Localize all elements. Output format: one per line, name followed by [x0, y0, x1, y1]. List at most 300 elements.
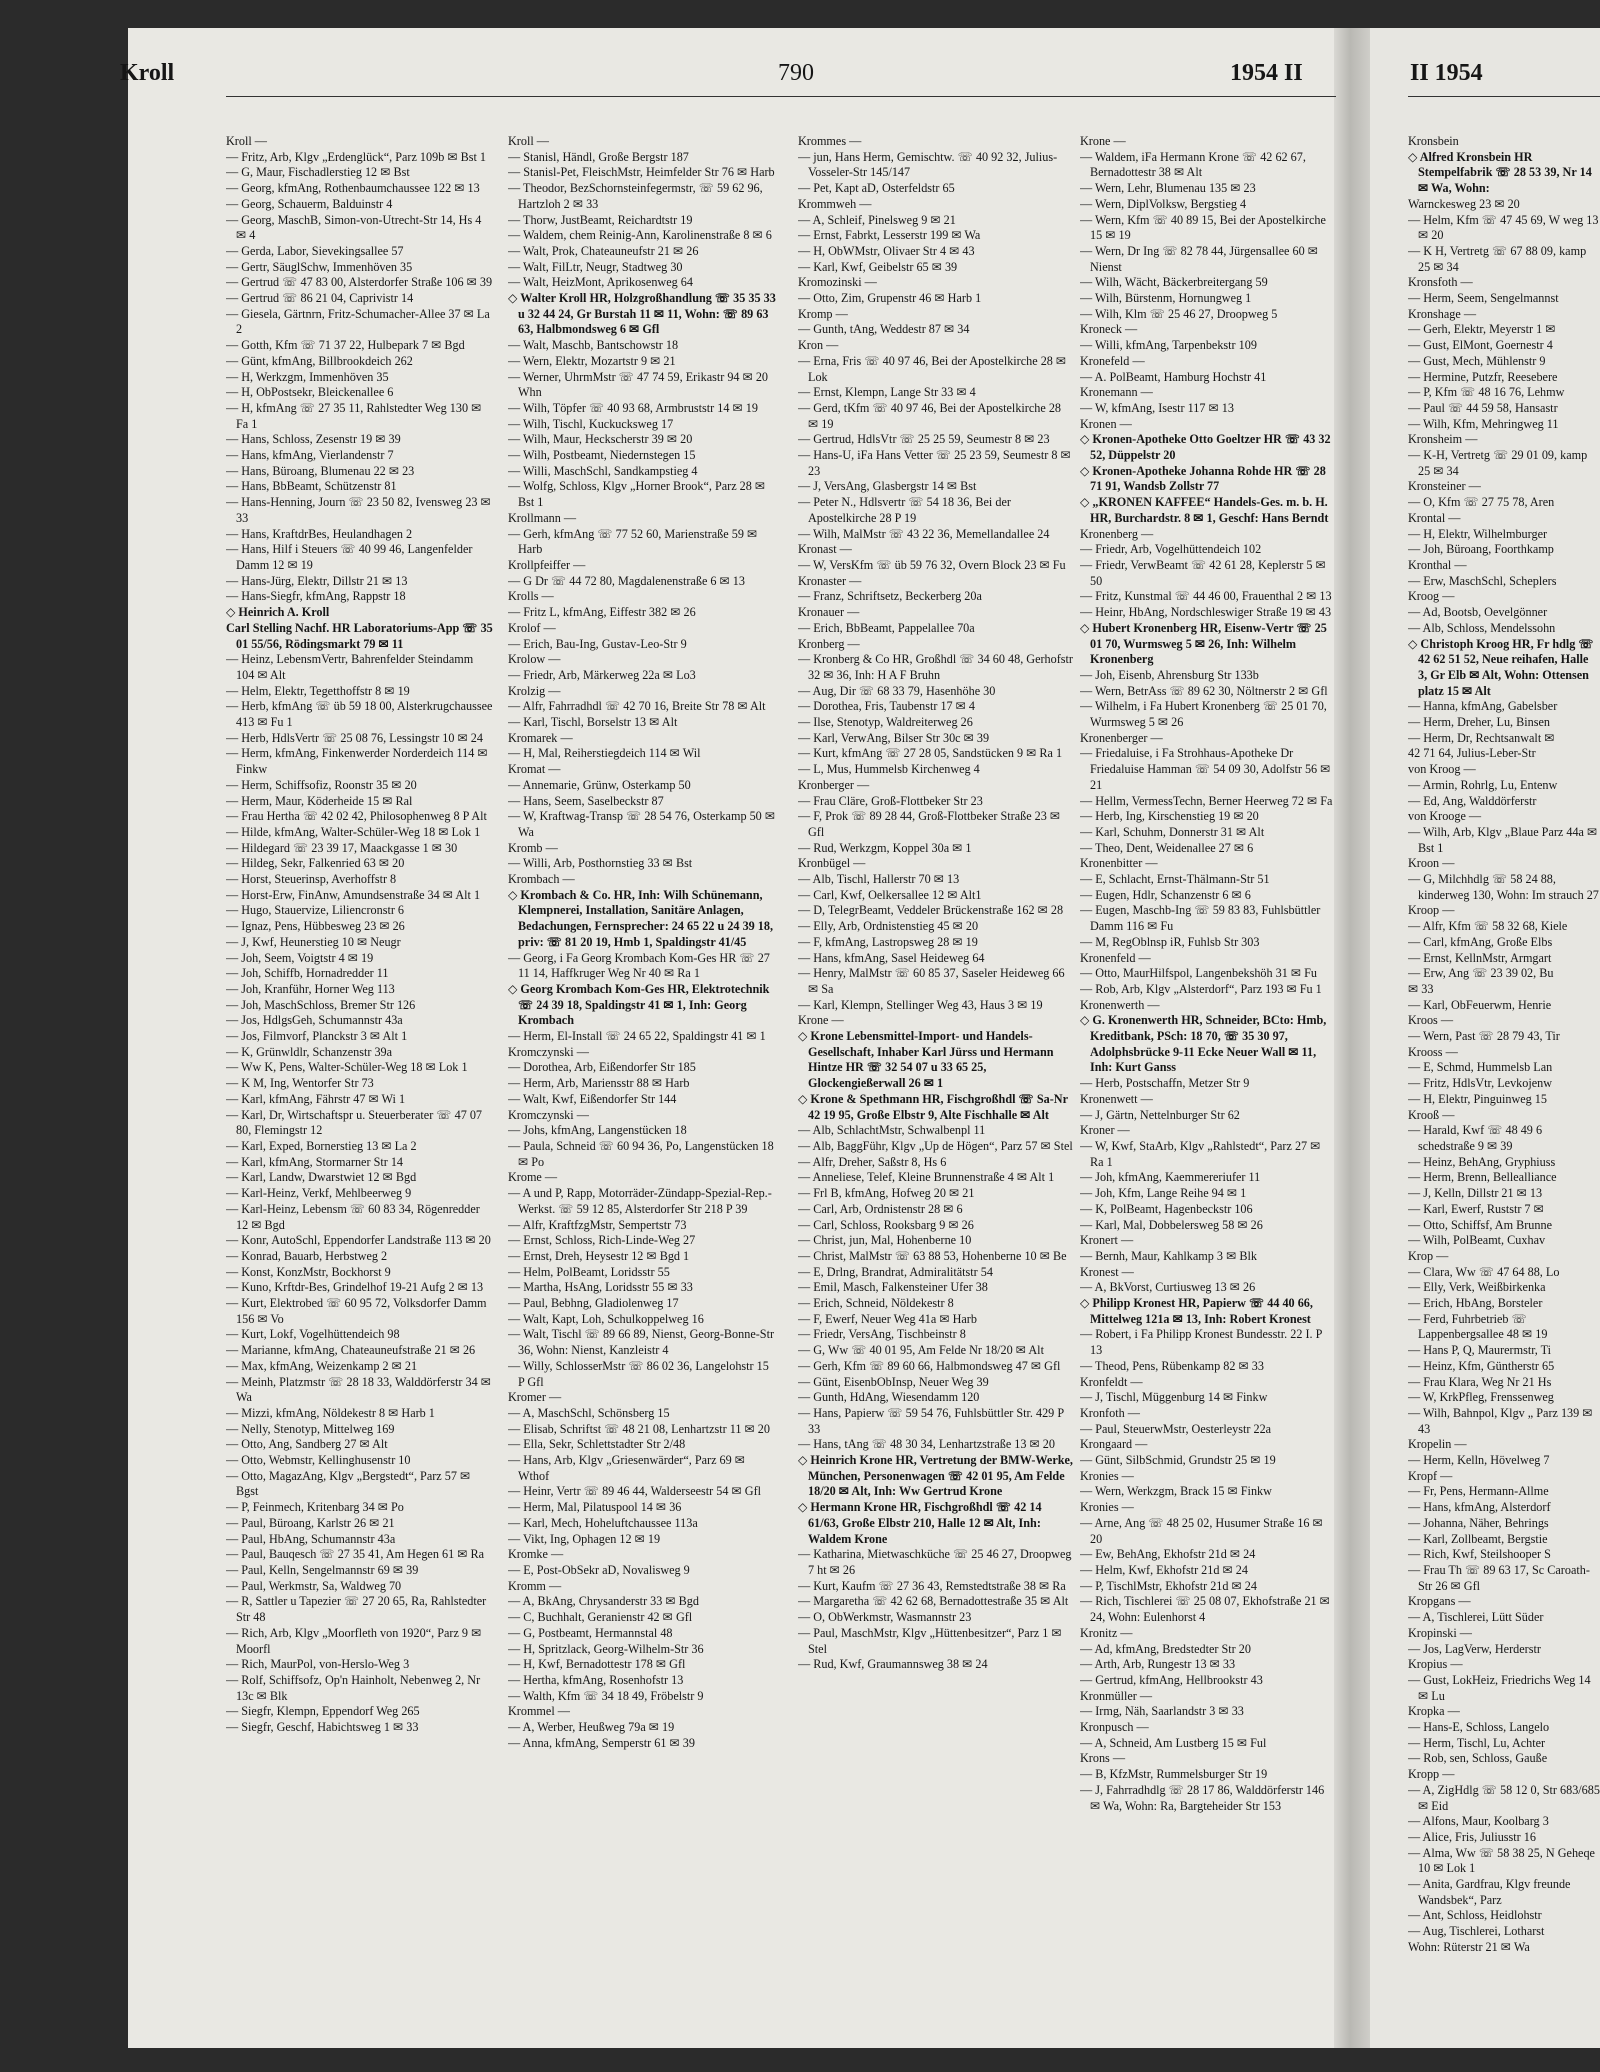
- directory-entry: — D, TelegrBeamt, Veddeler Brückenstraße 162 ✉ 28: [798, 903, 1064, 918]
- running-head-right: 1954 II: [1230, 60, 1303, 86]
- directory-entry: — Otto, Zim, Grupenstr 46 ✉ Harb 1: [798, 291, 982, 306]
- directory-entry: Kroner —: [1080, 1123, 1130, 1138]
- directory-entry: — Herb, Postschaffn, Metzer Str 9: [1080, 1076, 1250, 1091]
- directory-entry: — K, Grünwldlr, Schanzenstr 39a: [226, 1044, 393, 1059]
- directory-entry: — Walt, FilLtr, Neugr, Stadtweg 30: [508, 259, 683, 274]
- directory-entry: — Waldem, iFa Hermann Krone ☏ 42 62 67, Bernadottestr 38 ✉ Alt: [1080, 149, 1306, 180]
- directory-entry: Kronenberg —: [1080, 526, 1154, 541]
- directory-entry: — Paul, Bauqesch ☏ 27 35 41, Am Hegen 61 ✉ Ra: [226, 1547, 485, 1562]
- directory-entry: — Wern, Lehr, Blumenau 135 ✉ 23: [1080, 181, 1256, 196]
- directory-entry: — Otto, MaurHilfspol, Langenbekshöh 31 ✉ Fu: [1080, 966, 1318, 981]
- directory-entry: Kronberg —: [798, 636, 860, 651]
- directory-entry: — Hermine, Putzfr, Reesebere: [1408, 369, 1558, 384]
- directory-entry: — Herm, Arb, Mariensstr 88 ✉ Harb: [508, 1076, 690, 1091]
- directory-entry: — Ww K, Pens, Walter-Schüler-Weg 18 ✉ Lok 1: [226, 1060, 468, 1075]
- directory-entry: Kronenwett —: [1080, 1091, 1153, 1106]
- directory-entry: — Karl, Tischl, Borselstr 13 ✉ Alt: [508, 715, 678, 730]
- directory-entry: ✉ 33: [1408, 981, 1434, 996]
- directory-entry: ◇ Alfred Kronsbein HR Stempelfabrik ☏ 28 53 39, Nr 14 ✉ Wa, Wohn:: [1408, 149, 1592, 196]
- directory-entry: — Dorothea, Arb, Eißendorfer Str 185: [508, 1060, 696, 1075]
- directory-entry: — Wern, Kfm ☏ 40 89 15, Bei der Apostelkirche 15 ✉ 19: [1080, 212, 1326, 243]
- directory-entry: — Heinz, LebensmVertr, Bahrenfelder Steindamm 104 ✉ Alt: [226, 652, 474, 682]
- directory-entry: — O, ObWerkmstr, Wasmannstr 23: [798, 1610, 972, 1625]
- directory-entry: — Hans, kfmAng, Sasel Heideweg 64: [798, 950, 985, 965]
- directory-entry: — Thorw, JustBeamt, Reichardtstr 19: [508, 212, 693, 227]
- directory-entry: von Kroog —: [1408, 762, 1476, 777]
- directory-entry: ◇ Kronen-Apotheke Otto Goeltzer HR ☏ 43 32 52, Düppelstr 20: [1080, 432, 1331, 463]
- directory-entry: Kronsbein: [1408, 134, 1459, 148]
- directory-entry: — Karl-Heinz, Verkf, Mehlbeerweg 9: [226, 1186, 412, 1201]
- directory-column-4: [1080, 134, 1336, 2034]
- directory-entry: ◇ Heinrich Krone HR, Vertretung der BMW-Werke, München, Personenwagen ☏ 42 01 95, Am Felde 18/20 ✉ Alt, Inh: Ww Gertrud Krone: [798, 1453, 1073, 1499]
- directory-entry: Kromczynski —: [508, 1044, 589, 1059]
- directory-entry: — Harald, Kwf ☏ 48 49 6 schedstraße 9 ✉ 39: [1408, 1123, 1543, 1153]
- directory-entry: — Wilh, Arb, Klgv „Blaue Parz 44a ✉ Bst 1: [1408, 824, 1598, 855]
- directory-entry: — Jos, Filmvorf, Planckstr 3 ✉ Alt 1: [226, 1029, 408, 1044]
- directory-entry: — F, Prok ☏ 89 28 44, Groß-Flottbeker Straße 23 ✉ Gfl: [798, 809, 1061, 839]
- directory-entry: Wohn: Rüterstr 21 ✉ Wa: [1408, 1939, 1530, 1954]
- directory-entry: ◇ „KRONEN KAFFEE“ Handels-Ges. m. b. H. HR, Burchardstr. 8 ✉ 1, Geschf: Hans Berndt: [1080, 495, 1329, 525]
- directory-entry: — E, Post-ObSekr aD, Novalisweg 9: [508, 1562, 690, 1577]
- directory-entry: — Günt, SilbSchmid, Grundstr 25 ✉ 19: [1080, 1453, 1276, 1468]
- directory-entry: ◇ Krone Lebensmittel-Import- und Handels-Gesellschaft, Inhaber Karl Jürss und Hermann Hintze HR ☏ 32 54 07 u 33 65 25, Glockengießerwall 26 ✉ 1: [798, 1029, 1054, 1091]
- directory-entry: ◇ Philipp Kronest HR, Papierw ☏ 44 40 66, Mittelweg 121a ✉ 13, Inh: Robert Kronest: [1080, 1296, 1313, 1326]
- directory-entry: Kropelin —: [1408, 1437, 1467, 1452]
- directory-entry: Kronfoth —: [1080, 1405, 1140, 1420]
- directory-entry: — Alice, Fris, Juliusstr 16: [1408, 1829, 1536, 1844]
- directory-entry: — Ella, Sekr, Schlettstadter Str 2/48: [508, 1437, 686, 1452]
- directory-entry: — Eugen, Hdlr, Schanzenstr 6 ✉ 6: [1080, 887, 1251, 902]
- directory-entry: — Ew, BehAng, Ekhofstr 21d ✉ 24: [1080, 1547, 1256, 1562]
- directory-entry: — Mizzi, kfmAng, Nöldekestr 8 ✉ Harb 1: [226, 1405, 435, 1420]
- directory-entry: — Konst, KonzMstr, Bockhorst 9: [226, 1264, 391, 1279]
- directory-entry: Kropf —: [1408, 1468, 1453, 1483]
- directory-entry: — Otto, Webmstr, Kellinghusenstr 10: [226, 1453, 411, 1468]
- directory-entry: — G, Milchhdlg ☏ 58 24 88, kinderweg 130, Wohn: Im strauch 27: [1408, 872, 1599, 902]
- directory-entry: Krongaard —: [1080, 1437, 1148, 1452]
- directory-entry: — Ernst, Fabrkt, Lesserstr 199 ✉ Wa: [798, 228, 981, 243]
- directory-entry: — Rud, Werkzgm, Koppel 30a ✉ 1: [798, 840, 972, 855]
- directory-entry: — Willy, SchlosserMstr ☏ 86 02 36, Langelohstr 15 P Gfl: [508, 1358, 769, 1389]
- directory-entry: — Walt, HeizMont, Aprikosenweg 64: [508, 275, 693, 290]
- directory-entry: — Georg, kfmAng, Rothenbaumchaussee 122 ✉ 13: [226, 181, 480, 196]
- directory-entry: — Willi, Arb, Posthornstieg 33 ✉ Bst: [508, 856, 693, 871]
- directory-column-3: [798, 134, 1074, 2034]
- directory-entry: — Friedr, Arb, Märkerweg 22a ✉ Lo3: [508, 667, 696, 682]
- directory-entry: ◇ Krombach & Co. HR, Inh: Wilh Schünemann, Klempnerei, Installation, Sanitäre Anlagen, Bedachungen, Fernsprecher: 24 65 22 u 24 39 18, priv: ☏ 81 20 19, Hmb 1, Spaldingstr 41/45: [508, 887, 774, 949]
- directory-entry: Kronenbitter —: [1080, 856, 1158, 871]
- directory-entry: — Gust, ElMont, Goernestr 4: [1408, 338, 1553, 353]
- directory-entry: — Walt, Tischl ☏ 89 66 89, Nienst, Georg-Bonne-Str 36, Wohn: Nienst, Kanzleistr 4: [508, 1327, 775, 1358]
- directory-entry: Kronauer —: [798, 605, 860, 620]
- directory-entry: — Carl, Arb, Ordnistenstr 28 ✉ 6: [798, 1201, 963, 1216]
- directory-entry: — Otto, Ang, Sandberg 27 ✉ Alt: [226, 1437, 388, 1452]
- directory-entry: — Paul ☏ 44 59 58, Hansastr: [1408, 400, 1558, 415]
- directory-entry: — Heinr, HbAng, Nordschleswiger Straße 19 ✉ 43: [1080, 605, 1332, 620]
- directory-entry: — Alb, BaggFühr, Klgv „Up de Högen“, Parz 57 ✉ Stel: [798, 1139, 1073, 1153]
- directory-entry: 42 71 64, Julius-Leber-Str: [1408, 746, 1536, 761]
- directory-entry: — Kurt, Elektrobed ☏ 60 95 72, Volksdorfer Damm 156 ✉ Vo: [226, 1296, 487, 1326]
- directory-entry: — G, Ww ☏ 40 01 95, Am Felde Nr 18/20 ✉ Alt: [798, 1343, 1044, 1358]
- directory-entry: — Stanisl-Pet, FleischMstr, Heimfelder Str 76 ✉ Harb: [508, 165, 775, 180]
- directory-entry: — Johanna, Näher, Behrings: [1408, 1515, 1549, 1530]
- directory-entry: — P, TischlMstr, Ekhofstr 21d ✉ 24: [1080, 1578, 1257, 1593]
- header-rule: [226, 96, 1336, 97]
- directory-entry: — Rolf, Schiffsofz, Op'n Hainholt, Nebenweg 2, Nr 13c ✉ Blk: [226, 1672, 481, 1703]
- directory-entry: — Theodor, BezSchornsteinfegermstr, ☏ 59 62 96, Hartzloh 2 ✉ 33: [508, 181, 763, 211]
- directory-entry: — Ernst, Schloss, Rich-Linde-Weg 27: [508, 1233, 696, 1248]
- directory-entry: — Hans P, Q, Maurermstr, Ti: [1408, 1343, 1552, 1358]
- directory-entry: — Herm, Mal, Pilatuspool 14 ✉ 36: [508, 1500, 682, 1515]
- directory-entry: — Karl-Heinz, Lebensm ☏ 60 83 34, Rögenredder 12 ✉ Bgd: [226, 1201, 480, 1232]
- directory-entry: — Rob, sen, Schloss, Gauße: [1408, 1751, 1548, 1766]
- directory-entry: — Arth, Arb, Rungestr 13 ✉ 33: [1080, 1657, 1236, 1672]
- directory-entry: — F, Ewerf, Neuer Weg 41a ✉ Harb: [798, 1311, 977, 1326]
- directory-entry: — Paula, Schneid ☏ 60 94 36, Po, Langenstücken 18 ✉ Po: [508, 1139, 774, 1169]
- directory-entry: — Armin, Rohrlg, Lu, Entenw: [1408, 777, 1558, 792]
- directory-entry: — A, BkVorst, Curtiusweg 13 ✉ 26: [1080, 1280, 1256, 1295]
- directory-entry: Kromozinski —: [798, 275, 877, 290]
- directory-entry: — H, Werkzgm, Immenhöven 35: [226, 369, 389, 384]
- directory-entry: — B, KfzMstr, Rummelsburger Str 19: [1080, 1767, 1268, 1782]
- directory-entry: — Clara, Ww ☏ 47 64 88, Lo: [1408, 1264, 1560, 1279]
- directory-entry: — Carl, Kwf, Oelkersallee 12 ✉ Alt1: [798, 887, 982, 902]
- directory-entry: — Jos, LagVerw, Herderstr: [1408, 1641, 1541, 1656]
- directory-entry: — J, Kelln, Dillstr 21 ✉ 13: [1408, 1186, 1543, 1201]
- directory-entry: — Hans-E, Schloss, Langelo: [1408, 1720, 1550, 1735]
- directory-entry: Kropp —: [1408, 1767, 1455, 1782]
- directory-entry: Kronefeld —: [1080, 353, 1145, 368]
- directory-column-2: [508, 134, 776, 2034]
- directory-entry: — Ed, Ang, Walddörferstr: [1408, 793, 1537, 808]
- directory-entry: — Horst-Erw, FinAnw, Amundsenstraße 34 ✉ Alt 1: [226, 887, 481, 902]
- directory-entry: — Karl, Dr, Wirtschaftspr u. Steuerberater ☏ 47 07 80, Flemingstr 12: [226, 1107, 483, 1138]
- directory-entry: Kroop —: [1408, 903, 1455, 918]
- directory-entry: — Marianne, kfmAng, Chateauneufstraße 21 ✉ 26: [226, 1343, 476, 1358]
- directory-entry: — Karl, ObFeuerwm, Henrie: [1408, 997, 1552, 1012]
- directory-entry: — Pet, Kapt aD, Osterfeldstr 65: [798, 181, 955, 196]
- directory-entry: — Hugo, Stauervize, Liliencronstr 6: [226, 903, 405, 918]
- directory-entry: — Hans, Hilf i Steuers ☏ 40 99 46, Langenfelder Damm 12 ✉ 19: [226, 542, 473, 572]
- directory-entry: — Elly, Verk, Weißbirkenka: [1408, 1280, 1546, 1295]
- directory-entry: — K, PolBeamt, Hagenbeckstr 106: [1080, 1201, 1253, 1216]
- directory-entry: — O, Kfm ☏ 27 75 78, Aren: [1408, 495, 1555, 510]
- directory-entry: — Frl B, kfmAng, Hofweg 20 ✉ 21: [798, 1186, 975, 1201]
- directory-entry: — Anneliese, Telef, Kleine Brunnenstraße 4 ✉ Alt 1: [798, 1170, 1055, 1185]
- directory-entry: Kronast —: [798, 542, 852, 557]
- directory-entry: — Gerh, Elektr, Meyerstr 1 ✉: [1408, 322, 1556, 337]
- directory-entry: — A, MaschSchl, Schönsberg 15: [508, 1405, 670, 1420]
- directory-entry: — E, Schlacht, Ernst-Thälmann-Str 51: [1080, 872, 1270, 887]
- directory-entry: — J, VersAng, Glasbergstr 14 ✉ Bst: [798, 479, 977, 494]
- directory-entry: — Paul, Büroang, Karlstr 26 ✉ 21: [226, 1515, 395, 1530]
- directory-entry: — A, Werber, Heußweg 79a ✉ 19: [508, 1720, 675, 1735]
- directory-entry: Kromm —: [508, 1578, 562, 1593]
- directory-entry: — Rich, Kwf, Steilshooper S: [1408, 1547, 1551, 1562]
- directory-entry: Kroon —: [1408, 856, 1455, 871]
- directory-entry: — Hertha, kfmAng, Rosenhofstr 13: [508, 1672, 684, 1687]
- directory-entry: — Gertrud ☏ 47 83 00, Alsterdorfer Straße 106 ✉ 39: [226, 275, 493, 290]
- directory-entry: — Karl, Zollbeamt, Bergstie: [1408, 1531, 1548, 1546]
- directory-entry: — Rich, Arb, Klgv „Moorfleth von 1920“, Parz 9 ✉ Moorfl: [226, 1625, 482, 1656]
- directory-entry: — Helm, Kfm ☏ 47 45 69, W weg 13 ✉ 20: [1408, 212, 1599, 243]
- directory-entry: — Walt, Maschb, Bantschowstr 18: [508, 338, 679, 353]
- directory-entry: — Ilse, Stenotyp, Waldreiterweg 26: [798, 715, 973, 730]
- directory-entry: — Hans-Henning, Journ ☏ 23 50 82, Ivensweg 23 ✉ 33: [226, 495, 491, 525]
- directory-entry: — Joh, MaschSchloss, Bremer Str 126: [226, 997, 416, 1012]
- directory-entry: Kronfeldt —: [1080, 1374, 1143, 1389]
- directory-entry: — Günt, EisenbObInsp, Neuer Weg 39: [798, 1374, 989, 1389]
- directory-entry: — Herm, Tischl, Lu, Achter: [1408, 1735, 1546, 1750]
- directory-entry: — Fritz, HdlsVtr, Levkojenw: [1408, 1076, 1553, 1091]
- directory-entry: — Hildegard ☏ 23 39 17, Maackgasse 1 ✉ 30: [226, 840, 458, 855]
- directory-entry: — Herb, HdlsVertr ☏ 25 08 76, Lessingstr 10 ✉ 24: [226, 730, 483, 745]
- directory-entry: — Gertr, SäuglSchw, Immenhöven 35: [226, 259, 413, 274]
- directory-entry: — Joh, Büroang, Foorthkamp: [1408, 542, 1554, 557]
- directory-entry: — Friedr, VerwBeamt ☏ 42 61 28, Keplerstr 5 ✉ 50: [1080, 557, 1326, 588]
- directory-entry: — Ignaz, Pens, Hübbesweg 23 ✉ 26: [226, 919, 405, 934]
- directory-entry: — Max, kfmAng, Weizenkamp 2 ✉ 21: [226, 1358, 418, 1373]
- directory-entry: — Ad, Bootsb, Oevelgönner: [1408, 605, 1548, 620]
- directory-entry: — Friedaluise, i Fa Strohhaus-Apotheke Dr Friedaluise Hamman ☏ 54 09 30, Adolfstr 56 ✉ 21: [1080, 746, 1331, 792]
- directory-entry: — Joh, Schiffb, Hornadredder 11: [226, 966, 389, 981]
- directory-entry: — Irmg, Näh, Saarlandstr 3 ✉ 33: [1080, 1704, 1244, 1719]
- directory-entry: Kroll —: [508, 134, 549, 148]
- directory-entry: — Wilh, Bahnpol, Klgv „ Parz 139 ✉ 43: [1408, 1405, 1593, 1436]
- directory-entry: — Karl, Klempn, Stellinger Weg 43, Haus 3 ✉ 19: [798, 997, 1043, 1012]
- directory-entry: — P, Kfm ☏ 48 16 76, Lehmw: [1408, 385, 1565, 400]
- directory-entry: — Elisab, Schriftst ☏ 48 21 08, Lenhartzstr 11 ✉ 20: [508, 1421, 770, 1436]
- directory-entry: — Fritz, Arb, Klgv „Erdenglück“, Parz 109b ✉ Bst 1: [226, 149, 487, 164]
- directory-entry: — Eugen, Maschb-Ing ☏ 59 83 83, Fuhlsbüttler Damm 116 ✉ Fu: [1080, 903, 1321, 934]
- directory-entry: — Peter N., Hdlsvertr ☏ 54 18 36, Bei der Apostelkirche 28 P 19: [798, 495, 1011, 525]
- directory-entry: — Helm, Elektr, Tegetthoffstr 8 ✉ 19: [226, 683, 410, 698]
- directory-entry: — Rich, MaurPol, von-Herslo-Weg 3: [226, 1657, 410, 1672]
- directory-entry: — Wilh, Bürstenm, Hornungweg 1: [1080, 291, 1252, 306]
- directory-entry: — Rob, Arb, Klgv „Alsterdorf“, Parz 193 ✉ Fu 1: [1080, 981, 1322, 996]
- directory-entry: — Katharina, Mietwaschküche ☏ 25 46 27, Droopweg 7 ht ✉ 26: [798, 1547, 1072, 1577]
- directory-entry: — Hans-U, iFa Hans Vetter ☏ 25 23 59, Seumestr 8 ✉ 23: [798, 448, 1071, 478]
- directory-entry: Kromb —: [508, 840, 558, 855]
- directory-entry: — K H, Vertretg ☏ 67 88 09, kamp 25 ✉ 34: [1408, 243, 1587, 274]
- directory-entry: — Wilh, Wächt, Bäckerbreitergang 59: [1080, 275, 1268, 290]
- directory-entry: — Hans, Büroang, Blumenau 22 ✉ 23: [226, 463, 415, 478]
- directory-entry: Kromarek —: [508, 730, 573, 745]
- directory-entry: Krolow —: [508, 652, 561, 667]
- directory-entry: — Rud, Kwf, Graumannsweg 38 ✉ 24: [798, 1657, 988, 1672]
- directory-entry: Kronpusch —: [1080, 1720, 1149, 1735]
- directory-entry: — Erw, Ang ☏ 23 39 02, Bu: [1408, 966, 1554, 981]
- page-number: 790: [778, 60, 814, 86]
- directory-entry: — Paul, HbAng, Schumannstr 43a: [226, 1531, 396, 1546]
- directory-entry: Krontal —: [1408, 510, 1461, 525]
- directory-entry: Kronenberger —: [1080, 730, 1163, 745]
- directory-entry: — G Dr ☏ 44 72 80, Magdalenenstraße 6 ✉ 13: [508, 573, 745, 588]
- directory-entry: — Georg, Schauerm, Balduinstr 4: [226, 196, 393, 211]
- directory-entry: — J, Fahrradhdlg ☏ 28 17 86, Walddörferstr 146 ✉ Wa, Wohn: Ra, Bargteheider Str 153: [1080, 1782, 1325, 1813]
- directory-entry: — Karl, Mal, Dobbelersweg 58 ✉ 26: [1080, 1217, 1263, 1232]
- directory-entry: — Wilh, Maur, Heckscherstr 39 ✉ 20: [508, 432, 693, 447]
- directory-entry: — Rich, Tischlerei ☏ 25 08 07, Ekhofstraße 21 ✉ 24, Wohn: Eulenhorst 4: [1080, 1594, 1330, 1625]
- directory-entry: — Wolfg, Schloss, Klgv „Horner Brook“, Parz 28 ✉ Bst 1: [508, 479, 766, 510]
- directory-entry: — Fritz L, kfmAng, Eiffestr 382 ✉ 26: [508, 605, 696, 620]
- directory-entry: — W, VersKfm ☏ üb 59 76 32, Overn Block 23 ✉ Fu: [798, 557, 1066, 572]
- directory-entry: — A und P, Rapp, Motorräder-Zündapp-Spezial-Rep.-Werkst. ☏ 59 12 85, Alsterdorfer Str 218 P 39: [508, 1186, 772, 1216]
- directory-entry: — Alb, Tischl, Hallerstr 70 ✉ 13: [798, 872, 960, 887]
- directory-entry: — Siegfr, Geschf, Habichtsweg 1 ✉ 33: [226, 1720, 419, 1735]
- directory-entry: — Ad, kfmAng, Bredstedter Str 20: [1080, 1641, 1251, 1656]
- directory-entry: — Gerda, Labor, Sievekingsallee 57: [226, 243, 404, 258]
- directory-entry: — M, RegOblnsp iR, Fuhlsb Str 303: [1080, 934, 1260, 949]
- directory-entry: — Heinr, Vertr ☏ 89 46 44, Walderseestr 54 ✉ Gfl: [508, 1484, 762, 1499]
- directory-entry: ◇ Hubert Kronenberg HR, Eisenw-Vertr ☏ 25 01 70, Wurmsweg 5 ✉ 26, Inh: Wilhelm Kronenberg: [1080, 620, 1327, 667]
- directory-entry: — Margaretha ☏ 42 62 68, Bernadottestraße 35 ✉ Alt: [798, 1594, 1069, 1609]
- directory-entry: — Hans, Arb, Klgv „Griesenwärder“, Parz 69 ✉ Wthof: [508, 1453, 745, 1483]
- directory-entry: — Gerh, kfmAng ☏ 77 52 60, Marienstraße 59 ✉ Harb: [508, 526, 758, 557]
- directory-entry: — Walt, Kwf, Eißendorfer Str 144: [508, 1091, 677, 1106]
- directory-entry: — Gertrud, kfmAng, Hellbrookstr 43: [1080, 1672, 1263, 1687]
- directory-entry: — Wern, Dr Ing ☏ 82 78 44, Jürgensallee 60 ✉ Nienst: [1080, 243, 1318, 274]
- directory-entry: — jun, Hans Herm, Gemischtw. ☏ 40 92 32, Julius-Vosseler-Str 145/147: [798, 149, 1058, 180]
- directory-entry: — Frau Th ☏ 89 63 17, Sc Caroath-Str 26 ✉ Gfl: [1408, 1562, 1590, 1593]
- directory-entry: — Herm, Brenn, Bellealliance: [1408, 1170, 1557, 1185]
- directory-entry: — Herm, Seem, Sengelmannst: [1408, 291, 1559, 306]
- directory-entry: Kronsfoth —: [1408, 275, 1473, 290]
- directory-entry: — Heinz, Kfm, Güntherstr 65: [1408, 1358, 1555, 1373]
- directory-entry: Krombach —: [508, 872, 575, 887]
- directory-entry: — Waldem, chem Reinig-Ann, Karolinenstraße 8 ✉ 6: [508, 228, 772, 243]
- directory-entry: Kronies —: [1080, 1468, 1134, 1483]
- directory-entry: Krolls —: [508, 589, 554, 604]
- directory-entry: — Martha, HsAng, Loridsstr 55 ✉ 33: [508, 1280, 693, 1295]
- directory-entry: — Siegfr, Klempn, Eppendorf Weg 265: [226, 1704, 420, 1719]
- directory-entry: — Nelly, Stenotyp, Mittelweg 169: [226, 1421, 395, 1436]
- directory-entry: Kronsheim —: [1408, 432, 1478, 447]
- directory-entry: — A. PolBeamt, Hamburg Hochstr 41: [1080, 369, 1267, 384]
- directory-entry: — Alb, SchlachtMstr, Schwalbenpl 11: [798, 1123, 986, 1138]
- directory-entry: von Kroogе —: [1408, 809, 1482, 824]
- directory-entry: — A, ZigHdlg ☏ 58 12 0, Str 683/685 ✉ Eid: [1408, 1782, 1600, 1813]
- directory-entry: — Werner, UhrmMstr ☏ 47 74 59, Erikastr 94 ✉ 20 Whn: [508, 369, 769, 400]
- directory-entry: ◇ Hermann Krone HR, Fischgroßhdl ☏ 42 14 61/63, Große Elbstr 210, Halle 12 ✉ Alt, Inh: Waldem Krone: [798, 1500, 1042, 1546]
- directory-entry: Krooß —: [1408, 1107, 1455, 1122]
- directory-entry: — Hildeg, Sekr, Falkenried 63 ✉ 20: [226, 856, 405, 871]
- directory-entry: — Paul, Werkmstr, Sa, Waldweg 70: [226, 1578, 402, 1593]
- directory-entry: — Dorothea, Fris, Taubenstr 17 ✉ 4: [798, 699, 976, 714]
- directory-entry: — H, Elektr, Wilhelmburger: [1408, 526, 1548, 541]
- directory-entry: Krommweh —: [798, 196, 872, 211]
- directory-entry: Krome —: [508, 1170, 558, 1185]
- directory-entry: — Paul, Bebhng, Gladiolenweg 17: [508, 1296, 679, 1311]
- directory-entry: — Christ, MalMstr ☏ 63 88 53, Hohenberne 10 ✉ Be: [798, 1248, 1067, 1263]
- directory-entry: — Herm, Maur, Köderheide 15 ✉ Ral: [226, 793, 413, 808]
- directory-entry: — Kuno, Krftdr-Bes, Grindelhof 19-21 Aufg 2 ✉ 13: [226, 1280, 484, 1295]
- directory-entry: — Willi, kfmAng, Tarpenbekstr 109: [1080, 338, 1257, 353]
- directory-entry: — Wern, Elektr, Mozartstr 9 ✉ 21: [508, 353, 676, 368]
- directory-entry: Kromczynski —: [508, 1107, 589, 1122]
- directory-entry: Carl Stelling Nachf. HR Laboratoriums-App ☏ 35 01 55/56, Rödingsmarkt 79 ✉ 11: [226, 620, 493, 651]
- directory-entry: — Alfr, Kfm ☏ 58 32 68, Kiele: [1408, 919, 1568, 934]
- directory-entry: Krommel —: [508, 1704, 570, 1719]
- directory-entry: — W, KrkPfleg, Frenssenweg: [1408, 1390, 1554, 1405]
- directory-entry: — Karl, kfmAng, Stormarner Str 14: [226, 1154, 404, 1169]
- directory-entry: — Gertrud, HdlsVtr ☏ 25 25 59, Seumestr 8 ✉ 23: [798, 432, 1050, 447]
- directory-entry: — E, Schmd, Hummelsb Lan: [1408, 1060, 1553, 1075]
- directory-entry: Krons —: [1080, 1751, 1126, 1766]
- directory-entry: — Wilh, Töpfer ☏ 40 93 68, Armbruststr 14 ✉ 19: [508, 400, 758, 415]
- directory-entry: — Alfr, Fahrradhdl ☏ 42 70 16, Breite Str 78 ✉ Alt: [508, 699, 766, 714]
- directory-entry: Kronert —: [1080, 1233, 1134, 1248]
- directory-entry: — Wilh, Postbeamt, Niedernstegen 15: [508, 448, 696, 463]
- directory-entry: — Hans, Seem, Saselbeckstr 87: [508, 793, 664, 808]
- directory-entry: — W, Kwf, StaArb, Klgv „Rahlstedt“, Parz 27 ✉ Ra 1: [1080, 1139, 1321, 1169]
- directory-entry: — H, Kwf, Bernadottestr 178 ✉ Gfl: [508, 1657, 686, 1672]
- directory-entry: — Helm, Kwf, Ekhofstr 21d ✉ 24: [1080, 1562, 1248, 1577]
- directory-entry: — Erich, BbBeamt, Pappelallee 70a: [798, 620, 975, 635]
- directory-entry: Kron —: [798, 338, 839, 353]
- directory-column-next-page: [1408, 134, 1600, 2034]
- directory-entry: — Frau Hertha ☏ 42 02 42, Philosophenweg 8 P Alt: [226, 809, 487, 824]
- directory-entry: — Otto, Schiffsf, Am Brunne: [1408, 1217, 1552, 1232]
- directory-entry: Kroog —: [1408, 589, 1455, 604]
- directory-entry: — Wilh, Klm ☏ 25 46 27, Droopweg 5: [1080, 306, 1278, 321]
- directory-entry: — Hans, BbBeamt, Schützenstr 81: [226, 479, 397, 494]
- directory-entry: — Joh, Kfm, Lange Reihe 94 ✉ 1: [1080, 1186, 1247, 1201]
- directory-entry: Kroneck —: [1080, 322, 1138, 337]
- directory-entry: — Paul, SteuerwMstr, Oesterleystr 22a: [1080, 1421, 1272, 1436]
- directory-entry: ◇ Georg Krombach Kom-Ges HR, Elektrotechnik ☏ 24 39 18, Spaldingstr 41 ✉ 1, Inh: Georg Krombach: [508, 981, 770, 1028]
- directory-entry: — Herm, Kelln, Hövelweg 7: [1408, 1453, 1550, 1468]
- running-head-left: Kroll: [120, 60, 175, 86]
- directory-entry: — Heinz, BehAng, Gryphiuss: [1408, 1154, 1556, 1169]
- directory-entry: — Karl, Schuhm, Donnerstr 31 ✉ Alt: [1080, 824, 1265, 839]
- directory-entry: Kronshage —: [1408, 306, 1477, 321]
- directory-entry: — Georg, MaschB, Simon-von-Utrecht-Str 14, Hs 4 ✉ 4: [226, 212, 482, 243]
- directory-entry: — F, kfmAng, Lastropsweg 28 ✉ 19: [798, 934, 978, 949]
- directory-entry: — Joh, Eisenb, Ahrensburg Str 133b: [1080, 667, 1259, 682]
- directory-entry: — R, Sattler u Tapezier ☏ 27 20 65, Ra, Rahlstedter Str 48: [226, 1594, 487, 1625]
- directory-entry: — Ant, Schloss, Heidlohstr: [1408, 1908, 1542, 1923]
- directory-entry: ◇ Krone & Spethmann HR, Fischgroßhdl ☏ Sa-Nr 42 19 95, Große Elbstr 9, Alte Fischhalle ✉ Alt: [798, 1091, 1068, 1122]
- directory-entry: — Gerh, Kfm ☏ 89 60 66, Halbmondsweg 47 ✉ Gfl: [798, 1358, 1061, 1373]
- directory-entry: — Henry, MalMstr ☏ 60 85 37, Saseler Heideweg 66 ✉ Sa: [798, 966, 1065, 996]
- directory-entry: — Friedr, VersAng, Tischbeinstr 8: [798, 1327, 966, 1342]
- directory-entry: — Hans, kfmAng, Vierlandenstr 7: [226, 448, 394, 463]
- directory-entry: Kropinski —: [1408, 1625, 1472, 1640]
- directory-entry: — L, Mus, Hummelsb Kirchenweg 4: [798, 762, 980, 777]
- directory-entry: Kronberger —: [798, 777, 870, 792]
- directory-entry: — Aug, Dir ☏ 68 33 79, Hasenhöhe 30: [798, 683, 996, 698]
- directory-entry: — H, Spritzlack, Georg-Wilhelm-Str 36: [508, 1641, 704, 1656]
- directory-entry: — Theo, Dent, Weidenallee 27 ✉ 6: [1080, 840, 1254, 855]
- directory-entry: — E, Drlng, Brandrat, Admiralitätstr 54: [798, 1264, 993, 1279]
- directory-entry: Kromat —: [508, 762, 561, 777]
- directory-entry: — Friedr, Arb, Vogelhüttendeich 102: [1080, 542, 1262, 557]
- directory-entry: — Frau Cläre, Groß-Flottbeker Str 23: [798, 793, 983, 808]
- directory-entry: — Herm, Dreher, Lu, Binsen: [1408, 715, 1551, 730]
- directory-entry: — Hans, tAng ☏ 48 30 34, Lenhartzstraße 13 ✉ 20: [798, 1437, 1055, 1452]
- directory-entry: — Horst, Steuerinsp, Averhoffstr 8: [226, 872, 397, 887]
- directory-entry: — Bernh, Maur, Kahlkamp 3 ✉ Blk: [1080, 1248, 1257, 1263]
- directory-entry: — Wern, BetrAss ☏ 89 62 30, Nöltnerstr 2 ✉ Gfl: [1080, 683, 1328, 698]
- directory-entry: — Hans-Jürg, Elektr, Dillstr 21 ✉ 13: [226, 573, 408, 588]
- directory-entry: — Gertrud ☏ 86 21 04, Caprivistr 14: [226, 291, 414, 306]
- directory-entry: — Hans, KraftdrBes, Heulandhagen 2: [226, 526, 413, 541]
- directory-entry: — Erich, HbAng, Borsteler: [1408, 1296, 1543, 1311]
- directory-entry: Kronaster —: [798, 573, 862, 588]
- directory-entry: — K M, Ing, Wentorfer Str 73: [226, 1076, 374, 1091]
- directory-entry: ◇ Christoph Kroog HR, Fr hdlg ☏ 42 62 51 52, Neue reihafen, Halle 3, Gr Elb ✉ Alt, Wohn: Ottensen platz 15 ✉ Alt: [1408, 636, 1594, 698]
